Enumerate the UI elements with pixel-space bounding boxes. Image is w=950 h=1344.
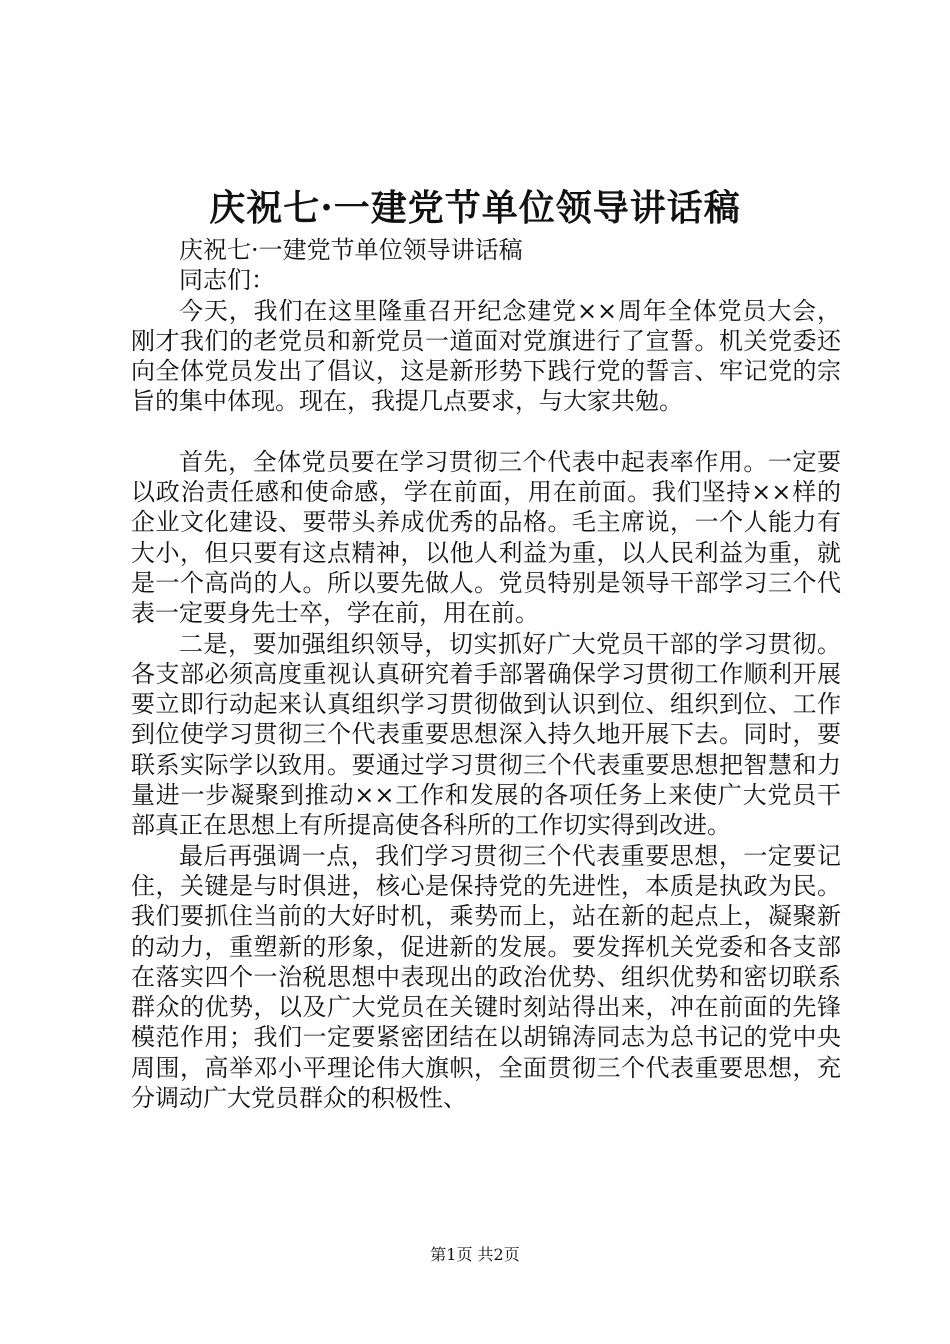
document-body: [131, 235, 841, 1113]
paragraph-final-point: 最后再强调一点，我们学习贯彻三个代表重要思想，一定要记住，关键是与时俱进，核心是保持党的先进性，本质是执政为民。我们要抓住当前的大好时机，乘势而上，站在新的起点上，凝聚新的动力，重塑新的形象，促进新的发展。要发挥机关党委和各支部在落实四个一治税思想中表现出的政治优势、组织优势和密切联系群众的优势，以及广大党员在关键时刻站得出来，冲在前面的先锋模范作用；我们一定要紧密团结在以胡锦涛同志为总书记的党中央周围，高举邓小平理论伟大旗帜，全面贯彻三个代表重要思想，充分调动广大党员群众的积极性、: [131, 841, 841, 1113]
subtitle-line: 庆祝七·一建党节单位领导讲话稿: [179, 236, 523, 264]
paragraph-second-point: 二是，要加强组织领导，切实抓好广大党员干部的学习贯彻。各支部必须高度重视认真研究着手部署确保学习贯彻工作顺利开展要立即行动起来认真组织学习贯彻做到认识到位、组织到位、工作到位使学习贯彻三个代表重要思想深入持久地开展下去。同时，要联系实际学以致用。要通过学习贯彻三个代表重要思想把智慧和力量进一步凝聚到推动××工作和发展的各项任务上来使广大党员干部真正在思想上有所提高使各科所的工作切实得到改进。: [131, 629, 841, 840]
paragraph-opening: 今天，我们在这里隆重召开纪念建党××周年全体党员大会，刚才我们的老党员和新党员一道面对党旗进行了宣誓。机关党委还向全体党员发出了倡议，这是新形势下践行党的誓言、牢记党的宗旨的集中体现。现在，我提几点要求，与大家共勉。: [131, 296, 841, 416]
paragraph-first-point: 首先，全体党员要在学习贯彻三个代表中起表率作用。一定要以政治责任感和使命感，学在前面，用在前面。我们坚持××样的企业文化建设、要带头养成优秀的品格。毛主席说，一个人能力有大小，但只要有这点精神，以他人利益为重，以人民利益为重，就是一个高尚的人。所以要先做人。党员特别是领导干部学习三个代表一定要身先士卒，学在前，用在前。: [131, 447, 841, 628]
salutation: 同志们：: [179, 266, 275, 295]
page-footer: 第1页 共2页: [430, 1245, 520, 1264]
document-title: 庆祝七·一建党节单位领导讲话稿: [209, 187, 741, 229]
